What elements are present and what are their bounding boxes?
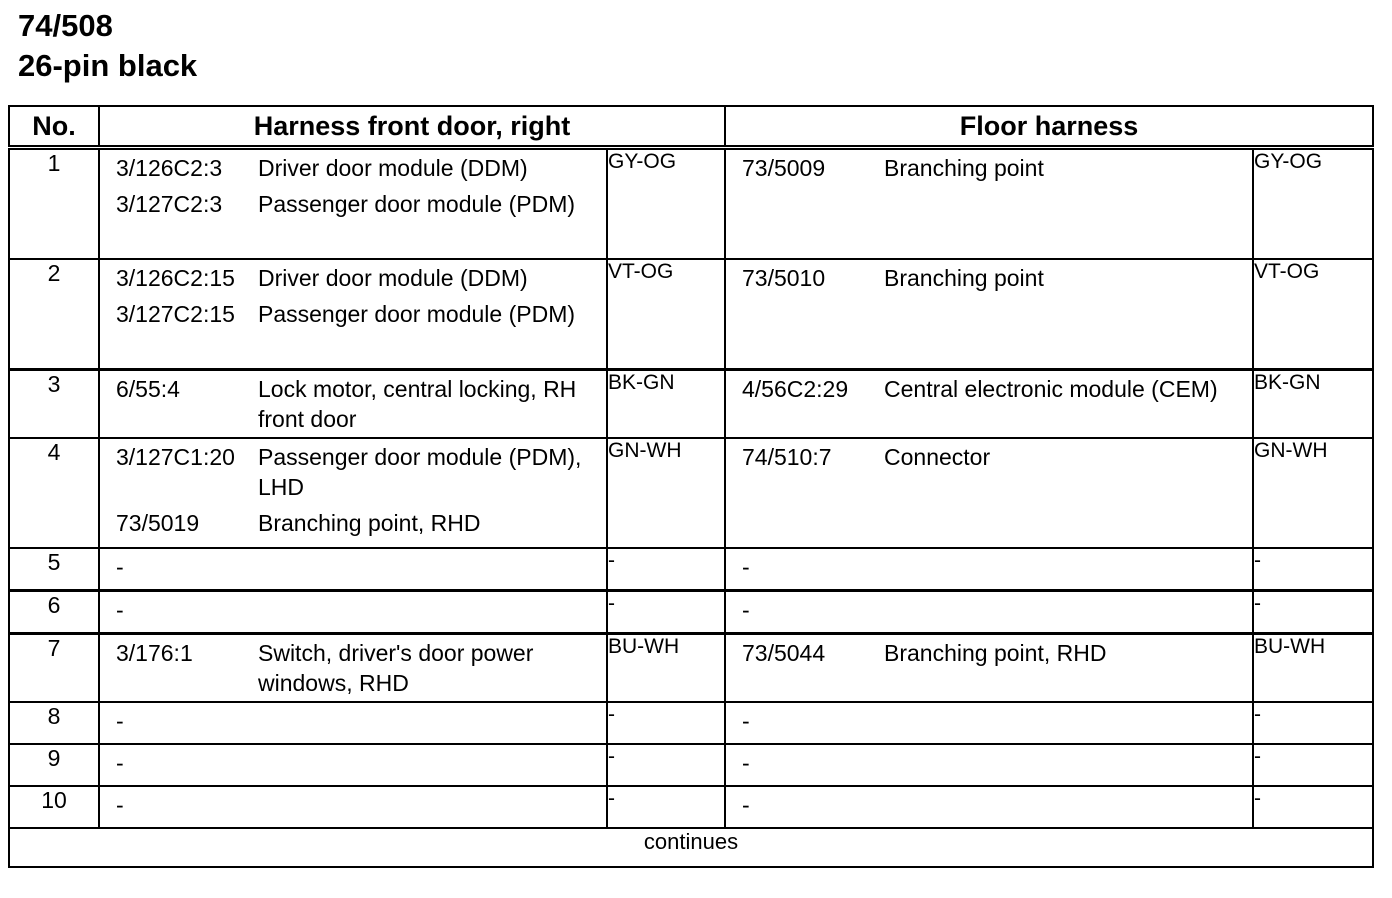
header-left-harness: Harness front door, right [99,106,725,148]
right-destinations [725,744,1253,786]
destination-code: 73/5044 [742,640,826,666]
destination-code: - [116,750,124,776]
destination-entry [726,592,1252,625]
table-row [9,744,1373,786]
right-destinations [725,786,1253,828]
wire-color: - [607,548,725,591]
destination-desc: Central electronic module (CEM) [884,376,1218,402]
destination-desc: Branching point [884,155,1044,181]
destination-code: 73/5009 [742,155,826,181]
left-destinations [99,438,607,548]
table-row [9,259,1373,370]
table-header-row [9,106,1373,148]
wire-color: - [607,591,725,634]
wire-color: - [1253,702,1373,744]
destination-code: 3/127C2:3 [116,191,223,217]
destination-code: 3/127C1:20 [116,444,235,470]
destination-code: - [742,708,750,734]
destination-code: - [116,792,124,818]
destination-entry [726,703,1252,736]
destination-code: - [742,554,750,580]
table-row [9,370,1373,439]
destination-entry [100,549,606,582]
right-destinations [725,370,1253,439]
destination-code: - [742,792,750,818]
wire-color: - [607,744,725,786]
wire-color: - [1253,548,1373,591]
left-destinations [99,548,607,591]
destination-entry [726,549,1252,582]
destination-code: 73/5010 [742,265,826,291]
destination-entry [726,371,1252,404]
pin-number: 6 [9,591,99,634]
pin-number: 10 [9,786,99,828]
destination-desc: Passenger door module (PDM) [258,301,576,327]
destination-desc: Branching point, RHD [258,510,481,536]
destination-entry [100,371,606,434]
left-destinations [99,634,607,703]
destination-entry [726,150,1252,183]
destination-entry [726,787,1252,820]
left-destinations [99,148,607,260]
destination-entry [726,439,1252,472]
destination-desc: Switch, driver's door power windows, RHD [258,640,534,696]
pin-assignment-table [8,105,1374,868]
right-destinations [725,148,1253,260]
destination-desc: Lock motor, central locking, RH front door [258,376,577,432]
left-destinations [99,786,607,828]
destination-code: - [742,597,750,623]
continues-note: continues [9,828,1373,867]
table-row [9,786,1373,828]
right-destinations [725,634,1253,703]
destination-entry [726,260,1252,293]
destination-entry [100,293,606,329]
destination-code: 3/176:1 [116,640,193,666]
wire-color: GN-WH [1253,438,1373,548]
wire-color: VT-OG [607,259,725,370]
destination-desc: Driver door module (DDM) [258,265,528,291]
destination-desc: Connector [884,444,991,470]
left-destinations [99,702,607,744]
header-no: No. [9,106,99,148]
pin-number: 3 [9,370,99,439]
destination-desc: Passenger door module (PDM), LHD [258,444,582,500]
destination-entry [100,260,606,293]
wire-color: GY-OG [1253,148,1373,260]
table-row [9,548,1373,591]
pin-number: 8 [9,702,99,744]
table-row [9,438,1373,548]
left-destinations [99,591,607,634]
destination-entry [100,787,606,820]
destination-entry [100,745,606,778]
header-right-harness: Floor harness [725,106,1373,148]
destination-code: 3/127C2:15 [116,301,235,327]
table-row [9,634,1373,703]
right-destinations [725,259,1253,370]
table-row [9,591,1373,634]
right-destinations [725,548,1253,591]
pin-number: 7 [9,634,99,703]
wire-color: - [1253,786,1373,828]
destination-entry [100,502,606,538]
destination-code: 6/55:4 [116,376,180,402]
wire-color: BK-GN [1253,370,1373,439]
destination-entry [100,592,606,625]
connector-description: 26-pin black [18,48,198,83]
wire-color: BU-WH [607,634,725,703]
destination-code: 3/126C2:3 [116,155,223,181]
destination-entry [100,439,606,502]
wire-color: - [1253,591,1373,634]
wire-color: - [607,702,725,744]
pin-number: 5 [9,548,99,591]
right-destinations [725,438,1253,548]
table-row [9,148,1373,260]
destination-code: - [116,597,124,623]
right-destinations [725,702,1253,744]
pin-number: 1 [9,148,99,260]
destination-code: - [116,554,124,580]
connector-id: 74/508 [18,8,113,43]
wire-color: - [1253,744,1373,786]
table-footer-row [9,828,1373,867]
wire-color: - [607,786,725,828]
pin-number: 4 [9,438,99,548]
wire-color: BK-GN [607,370,725,439]
pin-number: 2 [9,259,99,370]
left-destinations [99,259,607,370]
wire-color: GY-OG [607,148,725,260]
left-destinations [99,370,607,439]
destination-code: 3/126C2:15 [116,265,235,291]
connector-title [18,6,197,86]
destination-code: - [116,708,124,734]
destination-code: 4/56C2:29 [742,376,849,402]
destination-desc: Branching point, RHD [884,640,1107,666]
destination-code: - [742,750,750,776]
destination-entry [100,703,606,736]
pin-number: 9 [9,744,99,786]
wire-color: GN-WH [607,438,725,548]
left-destinations [99,744,607,786]
destination-desc: Passenger door module (PDM) [258,191,576,217]
destination-entry [726,745,1252,778]
destination-code: 73/5019 [116,510,200,536]
wire-color: VT-OG [1253,259,1373,370]
destination-entry [100,635,606,698]
destination-desc: Driver door module (DDM) [258,155,528,181]
destination-code: 74/510:7 [742,444,832,470]
destination-entry [726,635,1252,668]
destination-entry [100,183,606,219]
destination-entry [100,150,606,183]
destination-desc: Branching point [884,265,1044,291]
wire-color: BU-WH [1253,634,1373,703]
right-destinations [725,591,1253,634]
table-row [9,702,1373,744]
